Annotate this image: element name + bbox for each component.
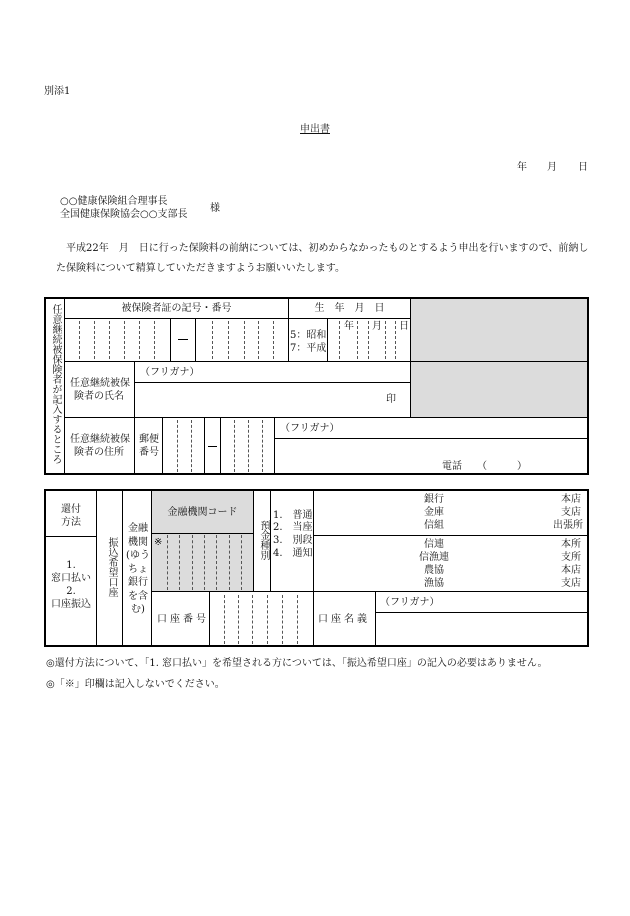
bank-type-shingyoren[interactable]: 信漁連 [419, 552, 449, 563]
bank-type-nokyo[interactable]: 農協 [424, 565, 444, 576]
addressee-line-2: 全国健康保険協会○○支部長 [60, 209, 188, 220]
account-number-label: 口座番号 [157, 614, 209, 625]
bank-type-gyokyo[interactable]: 漁協 [424, 578, 444, 589]
deposit-option-1[interactable]: 1. 普通 [273, 510, 313, 521]
dob-month-label: 月 [372, 321, 382, 332]
name-input[interactable] [136, 384, 408, 415]
account-name-label: 口座名義 [318, 614, 370, 625]
era-heisei: 7：平成 [290, 343, 327, 354]
branch-type-sub-office[interactable]: 出張所 [553, 520, 583, 531]
body-line-2: た保険料について精算していただきますようお願いいたします。 [56, 263, 345, 274]
branch-type-head[interactable]: 本店 [561, 494, 581, 505]
method-2-number: 2. [66, 586, 76, 597]
transfer-account-label: 振込希望口座 [106, 537, 117, 597]
body-line-1: 平成22年 月 日に行った保険料の前納については、初めからなかったものとするよう申出を行いますので、前納し [66, 243, 589, 254]
dob-header: 生 年 月 日 [314, 303, 385, 314]
applicant-side-label: 任意継続被保険者が記入するところ [50, 304, 61, 464]
address-furigana-label: （フリガナ） [280, 423, 340, 434]
name-furigana-label: （フリガナ） [140, 367, 200, 378]
method-2-text[interactable]: 口座振込 [51, 599, 91, 610]
account-name-input[interactable] [377, 614, 586, 645]
seal-mark: 印 [386, 394, 396, 405]
deposit-option-2[interactable]: 2. 当座 [273, 522, 313, 533]
office-use-mark: ※ [154, 537, 163, 548]
document-title: 申出書 [300, 124, 330, 135]
address-label-line2: 険者の住所 [74, 447, 124, 458]
name-label-line2: 険者の氏名 [74, 391, 124, 402]
bank-code-header: 金融機関コード [167, 507, 238, 518]
bank-type-bank[interactable]: 銀行 [424, 494, 444, 505]
branch-type-head-2[interactable]: 本店 [561, 565, 581, 576]
address-input[interactable] [276, 440, 586, 460]
refund-method-label-1: 還付 [61, 504, 81, 515]
deposit-type-label: 預金種別 [258, 520, 269, 560]
era-showa: 5：昭和 [290, 330, 327, 341]
dob-day-label: 日 [399, 321, 409, 332]
deposit-option-3[interactable]: 3. 別段 [273, 535, 313, 546]
branch-type-branch[interactable]: 支店 [561, 507, 581, 518]
branch-type-branch-2[interactable]: 支店 [561, 578, 581, 589]
dob-year-label: 年 [344, 321, 354, 332]
note-refund-method: ◎還付方法について、「1. 窓口払い」を希望される方については、「振込希望口座」の記入の必要はありません。 [46, 658, 548, 669]
bank-type-credit-bank[interactable]: 金庫 [424, 507, 444, 518]
date-year-label: 年 [517, 162, 527, 173]
postal-label-line1: 郵便 [139, 434, 159, 445]
bank-type-shinren[interactable]: 信連 [424, 539, 444, 550]
insurance-card-header: 被保険者証の記号・番号 [121, 303, 232, 314]
phone-label: 電話 （ ） [442, 461, 527, 472]
bank-type-credit-union[interactable]: 信組 [424, 520, 444, 531]
addressee-honorific: 様 [210, 203, 220, 214]
address-label-line1: 任意継続被保 [70, 434, 130, 445]
branch-type-sub-branch[interactable]: 支所 [561, 552, 581, 563]
account-furigana-label: （フリガナ） [380, 597, 440, 608]
branch-type-main-office[interactable]: 本所 [561, 539, 581, 550]
refund-method-label-2: 方法 [61, 517, 81, 528]
deposit-option-4[interactable]: 4. 通知 [273, 548, 313, 559]
date-day-label: 日 [578, 162, 588, 173]
date-month-label: 月 [547, 162, 557, 173]
addressee-line-1: ○○健康保険組合理事長 [60, 196, 168, 207]
method-1-text[interactable]: 窓口払い [51, 573, 91, 584]
note-office-use: ◎「※」印欄は記入しないでください。 [46, 679, 225, 690]
institution-label: 金融機関(ゆうちょ銀行を含む) [126, 523, 150, 615]
attachment-label: 別添1 [44, 86, 71, 97]
method-1-number: 1. [66, 560, 76, 571]
postal-label-line2: 番号 [139, 447, 159, 458]
name-label-line1: 任意継続被保 [70, 378, 130, 389]
